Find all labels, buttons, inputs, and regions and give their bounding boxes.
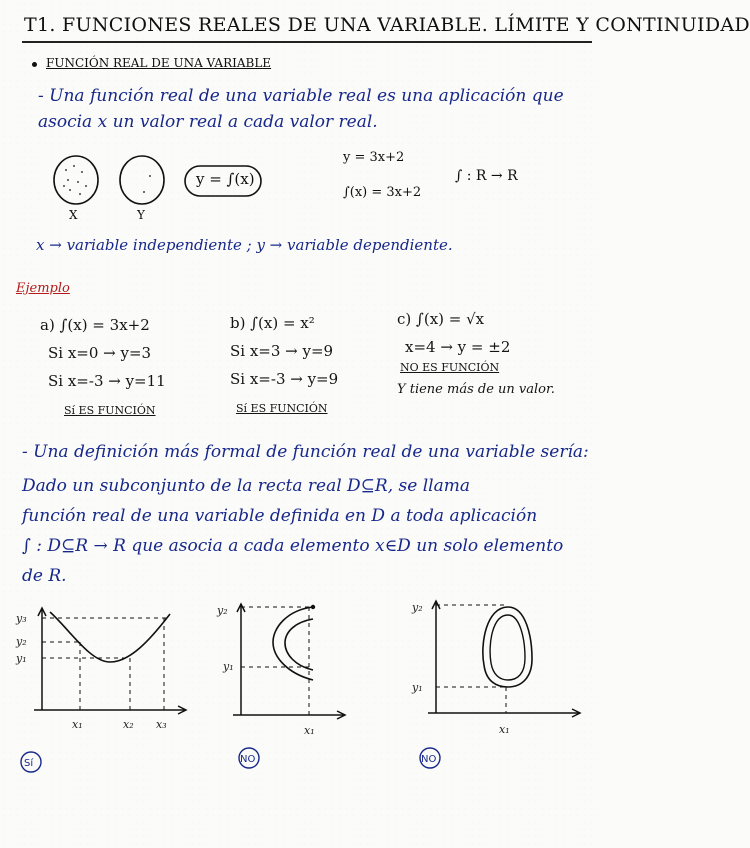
graph2-ytick-1: y₂	[217, 604, 228, 617]
graph2-ytick-2: y₁	[223, 660, 234, 673]
graph1-ytick-1: y₃	[16, 612, 27, 625]
example-c-verdict: NO ES FUNCIÓN	[400, 361, 500, 374]
graph1-ytick-3: y₁	[16, 652, 27, 665]
example-b-line1: Si x=3 → y=9	[230, 342, 334, 360]
page-title: T1. FUNCIONES REALES DE UNA VARIABLE. LÍMITE Y CONTINUIDAD	[24, 14, 750, 36]
equation-y: y = 3x+2	[343, 150, 405, 165]
example-b-verdict: Sí ES FUNCIÓN	[236, 402, 328, 415]
graph1-xtick-1: x₁	[72, 718, 83, 731]
set-x-label: X	[69, 208, 78, 222]
graph3-ytick-2: y₁	[412, 681, 423, 694]
graph3-ytick-1: y₂	[412, 601, 423, 614]
examples-heading: Ejemplo	[16, 281, 70, 296]
set-y-label: Y	[137, 208, 145, 222]
definition-line-4: ∫ : D⊆R → R que asocia a cada elemento x∈D un solo elemento	[22, 536, 564, 556]
example-a-function: a) ∫(x) = 3x+2	[40, 316, 150, 334]
graph1-xtick-3: x₃	[156, 718, 167, 731]
example-a-line1: Si x=0 → y=3	[48, 344, 152, 362]
function-box-label: y = ∫(x)	[196, 170, 255, 188]
graph2-verdict: NO	[240, 754, 256, 765]
graph-3	[400, 595, 590, 775]
graph-1	[10, 600, 190, 780]
graph1-xtick-2: x₂	[123, 718, 134, 731]
graph3-verdict: NO	[421, 754, 437, 765]
variables-line: x → variable independiente ; y → variable dependiente.	[36, 236, 453, 254]
graph3-xtick-1: x₁	[499, 723, 510, 736]
example-c-line1: x=4 → y = ±2	[405, 338, 511, 356]
bullet-dot	[32, 62, 37, 67]
intro-line-1: - Una función real de una variable real es una aplicación que	[38, 86, 564, 106]
graph1-ytick-2: y₂	[16, 635, 27, 648]
example-a-verdict: Sí ES FUNCIÓN	[64, 404, 156, 417]
set-mapping-diagram	[40, 150, 300, 230]
title-underline	[22, 41, 592, 43]
example-b-line2: Si x=-3 → y=9	[230, 370, 339, 388]
intro-line-2: asocia x un valor real a cada valor real.	[38, 112, 378, 132]
graph1-verdict: Sí	[24, 758, 34, 769]
definition-line-2: Dado un subconjunto de la recta real D⊆R, se llama	[22, 476, 470, 496]
definition-line-5: de R.	[22, 566, 67, 586]
graph-2	[205, 600, 385, 780]
definition-line-3: función real de una variable definida en D a toda aplicación	[22, 506, 538, 526]
example-a-line2: Si x=-3 → y=11	[48, 372, 166, 390]
definition-line-1: - Una definición más formal de función real de una variable sería:	[22, 442, 589, 462]
graph2-xtick-1: x₁	[304, 724, 315, 737]
equation-fx: ∫(x) = 3x+2	[343, 185, 422, 200]
example-c-function: c) ∫(x) = √x	[397, 310, 485, 328]
section-heading: FUNCIÓN REAL DE UNA VARIABLE	[46, 56, 272, 70]
mapping-notation: ∫ : R → R	[455, 168, 518, 184]
example-c-note: Y tiene más de un valor.	[397, 382, 555, 397]
example-b-function: b) ∫(x) = x²	[230, 314, 315, 332]
